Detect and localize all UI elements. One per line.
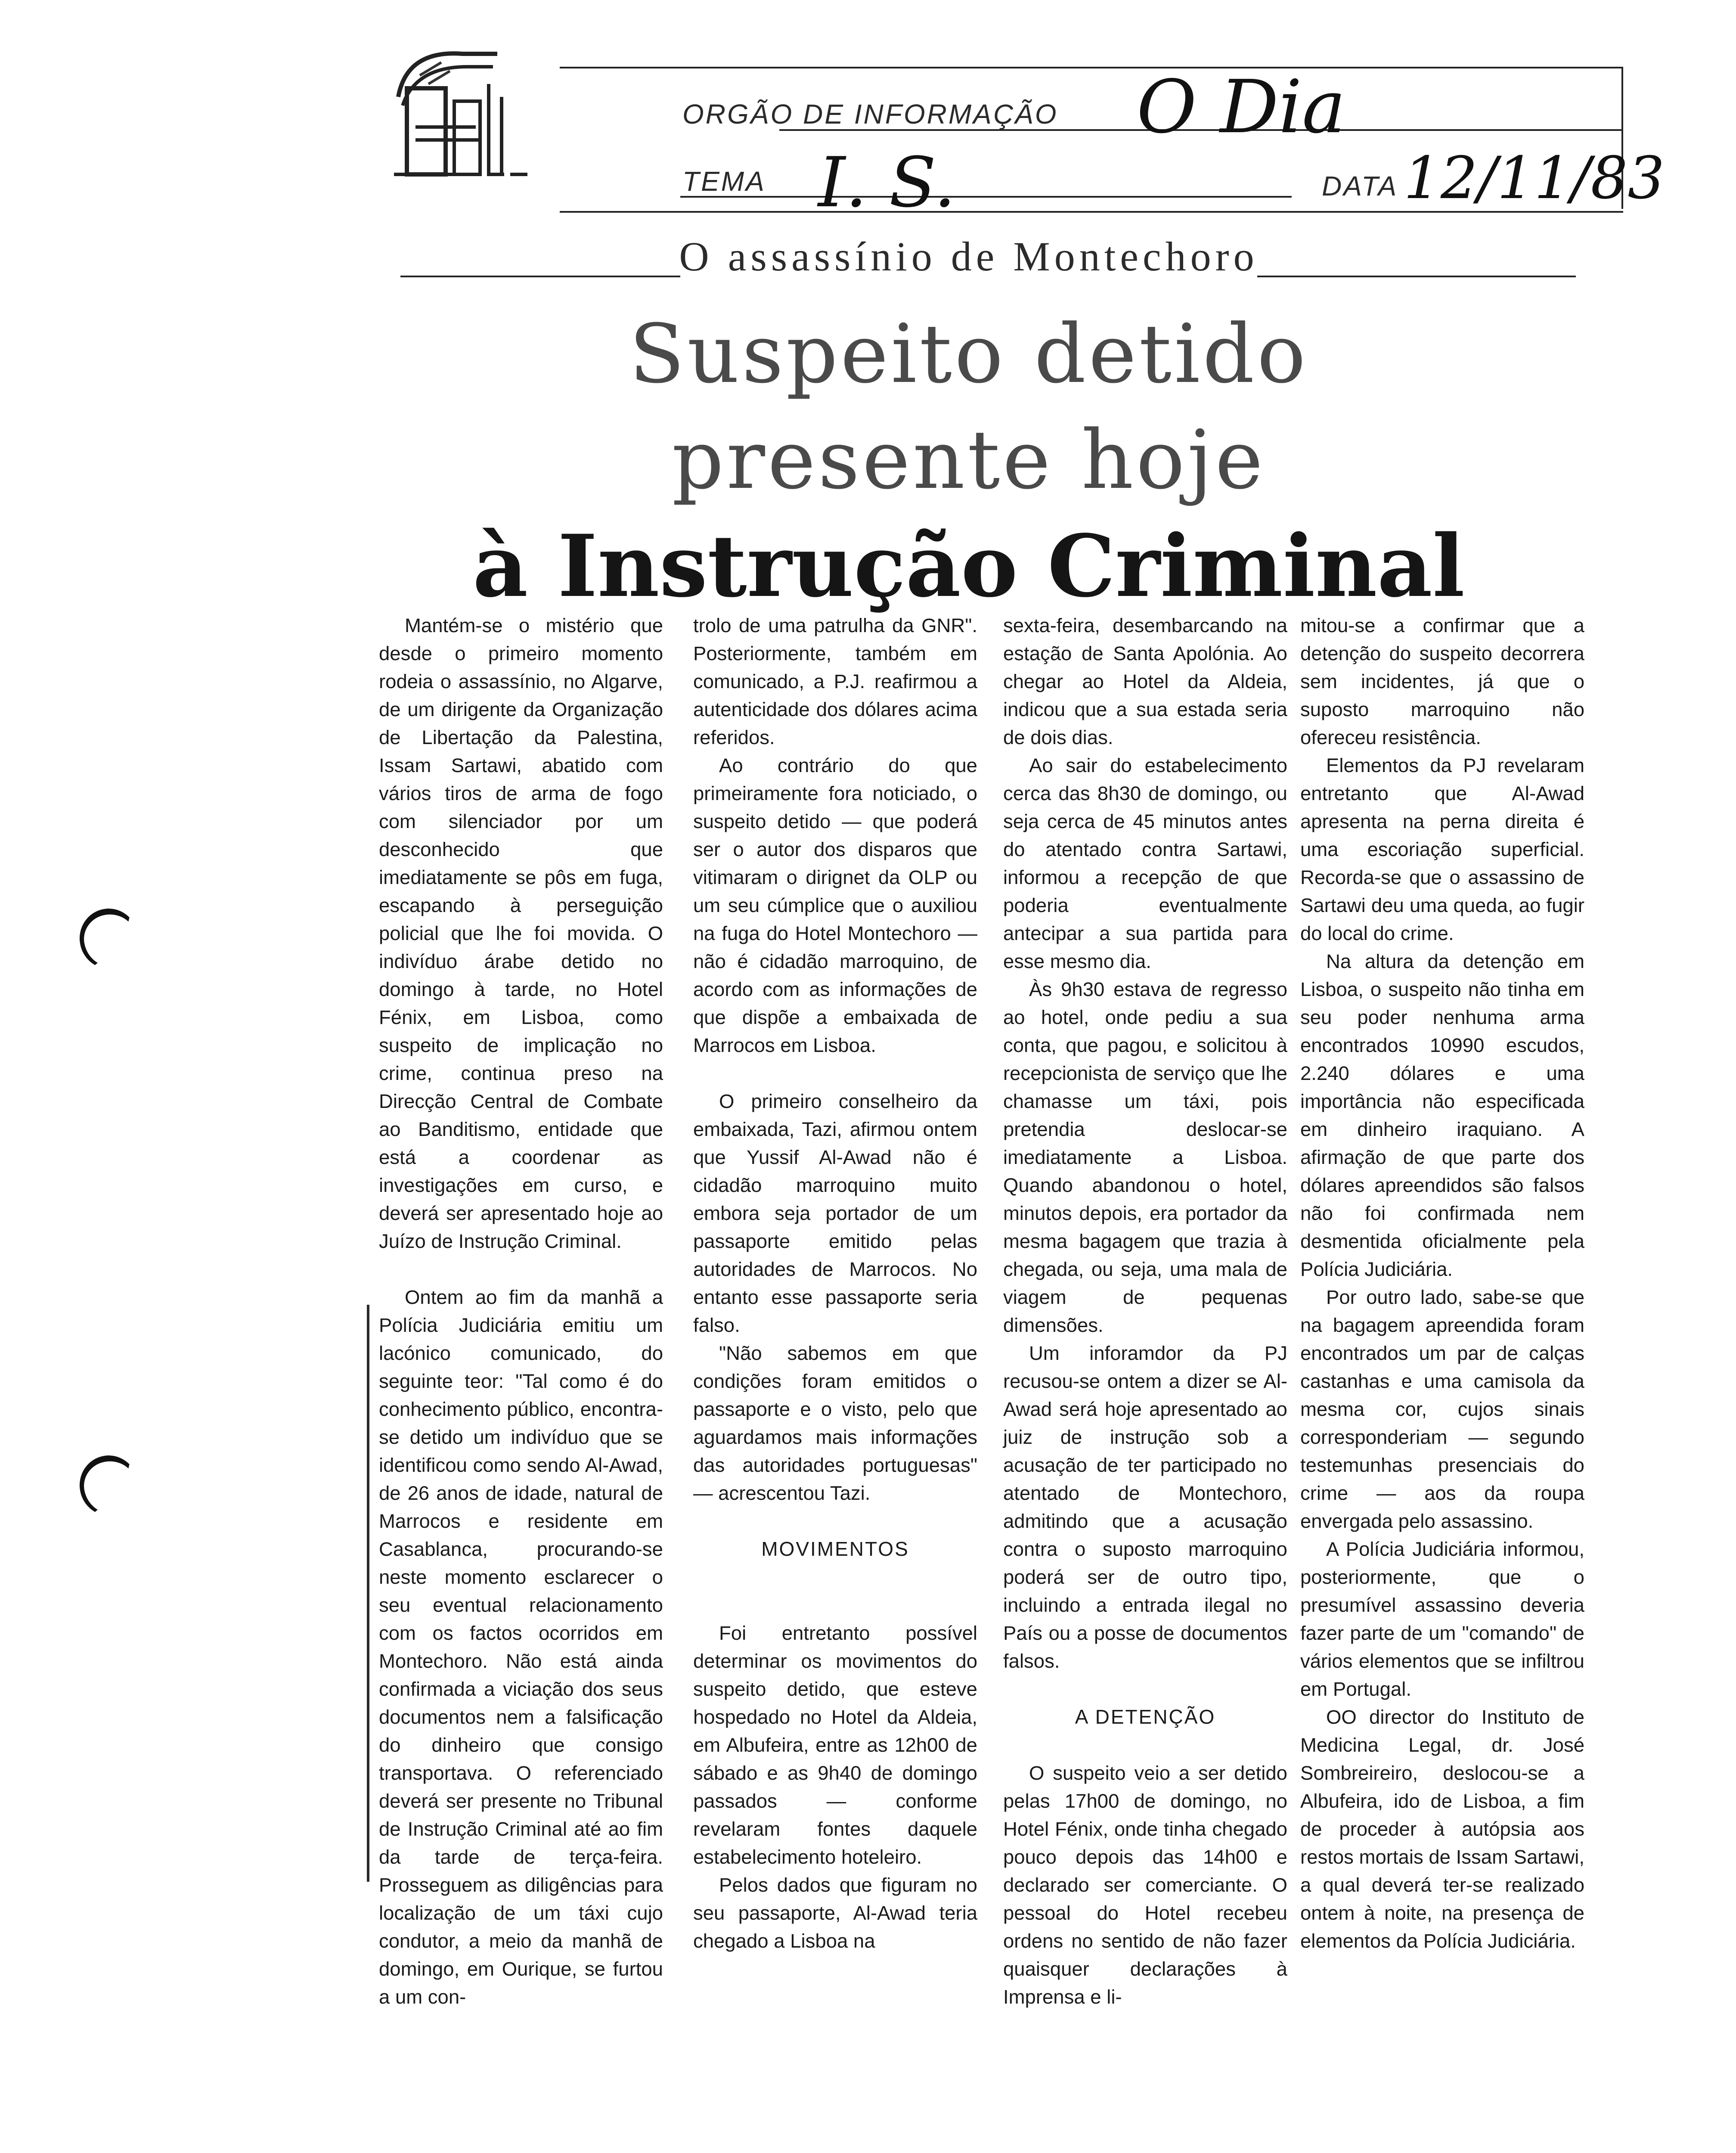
- kicker-rule-right: [1257, 276, 1576, 277]
- paragraph: Ontem ao fim da manhã a Polícia Judiciária emitiu um lacónico comunicado, do seguinte teor: "Tal como é do conhecimento público, encontra-se detido um indivíduo que se identificou como sendo Al-Awad, de 26 anos de idade, natural de Marrocos e residente em Casablanca, procurando-se neste momento esclarecer o seu eventual relacionamento com os factos ocorridos em Montechoro. Não está ainda confirmada a viciação dos seus documentos nem a falsificação do dinheiro que consigo transportava. O referenciado deverá ser presente no Tribunal de Instrução Criminal até ao fim da tarde de terça-feira. Prosseguem as diligências para localização de um táxi cujo condutor, a meio da manhã de domingo, em Ourique, se furtou a um con-: [379, 1286, 663, 2008]
- organ-label: ORGÃO DE INFORMAÇÃO: [682, 99, 1058, 130]
- article-column-1: [379, 611, 663, 2011]
- paragraph: O suspeito veio a ser detido pelas 17h00 de domingo, no Hotel Fénix, onde tinha chegado pouco depois das 14h00 e declarado ser comerciante. O pessoal do Hotel recebeu ordens no sentido de não fazer quaisquer declarações à Imprensa e li-: [1003, 1762, 1287, 2008]
- paragraph: sexta-feira, desembarcando na estação de Santa Apolónia. Ao chegar ao Hotel da Aldeia, indicou que a sua estada seria de dois dias.: [1003, 614, 1287, 748]
- subhead-detencao: A DETENÇÃO: [1075, 1706, 1216, 1728]
- form-top-rule: [560, 67, 1623, 68]
- headline-line-1: Suspeito detido: [629, 307, 1308, 401]
- article-headline: [431, 301, 1507, 619]
- punch-hole-top: [75, 904, 143, 973]
- data-value: 12/11/83: [1404, 144, 1665, 212]
- tema-label: TEMA: [682, 166, 766, 197]
- article-column-3: [1003, 611, 1287, 2011]
- paragraph: Por outro lado, sabe-se que na bagagem apreendida foram encontrados um par de calças castanhas e uma camisola da mesma cor, cujos sinais corresponderiam — segundo testemunhas presenciais do crime — aos da roupa envergada pelo assassino.: [1300, 1286, 1584, 1532]
- paragraph: mitou-se a confirmar que a detenção do suspeito decorrera sem incidentes, já que o suposto marroquino não ofereceu resistência.: [1300, 614, 1584, 748]
- article-column-2: [693, 611, 977, 1955]
- article-kicker: O assassínio de Montechoro: [679, 233, 1259, 279]
- paragraph: OO director do Instituto de Medicina Legal, dr. José Sombreireiro, deslocou-se a Albufeira, ido de Lisboa, a fim de proceder à autópsia aos restos mortais de Issam Sartawi, a qual deverá ter-se realizado ontem à noite, na presença de elementos da Polícia Judiciária.: [1300, 1706, 1584, 1952]
- paragraph: Elementos da PJ revelaram entretanto que Al-Awad apresenta na perna direita é uma escoriação superficial. Recorda-se que o assassino de Sartawi deu uma queda, ao fugir do local do crime.: [1300, 754, 1584, 944]
- tema-value: I. S.: [818, 142, 956, 223]
- paragraph: Pelos dados que figuram no seu passaporte, Al-Awad teria chegado a Lisboa na: [693, 1874, 977, 1952]
- paragraph: Ao contrário do que primeiramente fora noticiado, o suspeito detido — que poderá ser o autor dos disparos que vitimaram o dirignet da OLP ou um seu cúmplice que o auxiliou na fuga do Hotel Montechoro — não é cidadão marroquino, de acordo com as informações de que dispõe a embaixada de Marrocos em Lisboa.: [693, 754, 977, 1056]
- paragraph: A Polícia Judiciária informou, posteriormente, que o presumível assassino deveria fazer parte de um "comando" de vários elementos que se infiltrou em Portugal.: [1300, 1538, 1584, 1700]
- paragraph: Às 9h30 estava de regresso ao hotel, onde pediu a sua conta, que pagou, e solicitou à recepcionista de serviço que lhe chamasse um táxi, pois pretendia deslocar-se imediatamente a Lisboa. Quando abandonou o hotel, minutos depois, era portador da mesma bagagem que trazia à chegada, ou seja, uma mala de viagem de pequenas dimensões.: [1003, 978, 1287, 1336]
- kicker-rule-left: [400, 276, 680, 277]
- archive-logo: [390, 37, 536, 187]
- organ-value: O Dia: [1137, 65, 1346, 150]
- paragraph: Mantém-se o mistério que desde o primeiro momento rodeia o assassínio, no Algarve, de um dirigente da Organização de Libertação da Palestina, Issam Sartawi, abatido com vários tiros de arma de fogo com silenciador por um desconhecido que imediatamente se pôs em fuga, escapando à perseguição policial que lhe foi movida. O indivíduo árabe detido no domingo à tarde, no Hotel Fénix, em Lisboa, como suspeito de implicação no crime, continua preso na Direcção Central de Combate ao Banditismo, entidade que está a coordenar as investigações em curso, e deverá ser apresentado hoje ao Juízo de Instrução Criminal.: [379, 614, 663, 1252]
- article-column-4: [1300, 611, 1584, 1955]
- punch-hole-bottom: [75, 1451, 143, 1520]
- headline-line-2: presente hoje: [672, 413, 1266, 507]
- paragraph: Foi entretanto possível determinar os movimentos do suspeito detido, que esteve hospedado no Hotel da Aldeia, em Albufeira, entre as 12h00 de sábado e as 9h40 de domingo passados — conforme revelaram fontes daquele estabelecimento hoteleiro.: [693, 1622, 977, 1868]
- paragraph: "Não sabemos em que condições foram emitidos o passaporte e o visto, pelo que aguardamos mais informações das autoridades portuguesas" — acrescentou Tazi.: [693, 1342, 977, 1504]
- paragraph: Na altura da detenção em Lisboa, o suspeito não tinha em seu poder nenhuma arma encontrados 10990 escudos, 2.240 dólares e uma importância não especificada em dinheiro iraquiano. A afirmação de que parte dos dólares apreendidos são falsos não foi confirmada nem desmentida oficialmente pela Polícia Judiciária.: [1300, 950, 1584, 1280]
- paragraph: Ao sair do estabelecimento cerca das 8h30 de domingo, ou seja cerca de 45 minutos antes do atentado contra Sartawi, informou a recepção de que poderia eventualmente antecipar a sua partida para esse mesmo dia.: [1003, 754, 1287, 972]
- paragraph: trolo de uma patrulha da GNR". Posteriormente, também em comunicado, a P.J. reafirmou a autenticidade dos dólares acima referidos.: [693, 614, 977, 748]
- data-label: DATA: [1322, 171, 1398, 202]
- form-row2-rule: [680, 196, 1292, 198]
- column-1-margin-mark: [367, 1305, 369, 1882]
- paragraph: O primeiro conselheiro da embaixada, Tazi, afirmou ontem que Yussif Al-Awad não é cidadão marroquino muito embora seja portador de um passaporte emitido pelas autoridades de Marrocos. No entanto esse passaporte seria falso.: [693, 1090, 977, 1336]
- paragraph: Um inforamdor da PJ recusou-se ontem a dizer se Al-Awad será hoje apresentado ao juiz de instrução sob a acusação de ter participado no atentado de Montechoro, admitindo que a acusação contra o suposto marroquino poderá ser de outro tipo, incluindo a entrada ilegal no País ou a posse de documentos falsos.: [1003, 1342, 1287, 1672]
- headline-line-3: à Instrução Criminal: [472, 516, 1465, 616]
- subhead-movimentos: MOVIMENTOS: [761, 1538, 909, 1560]
